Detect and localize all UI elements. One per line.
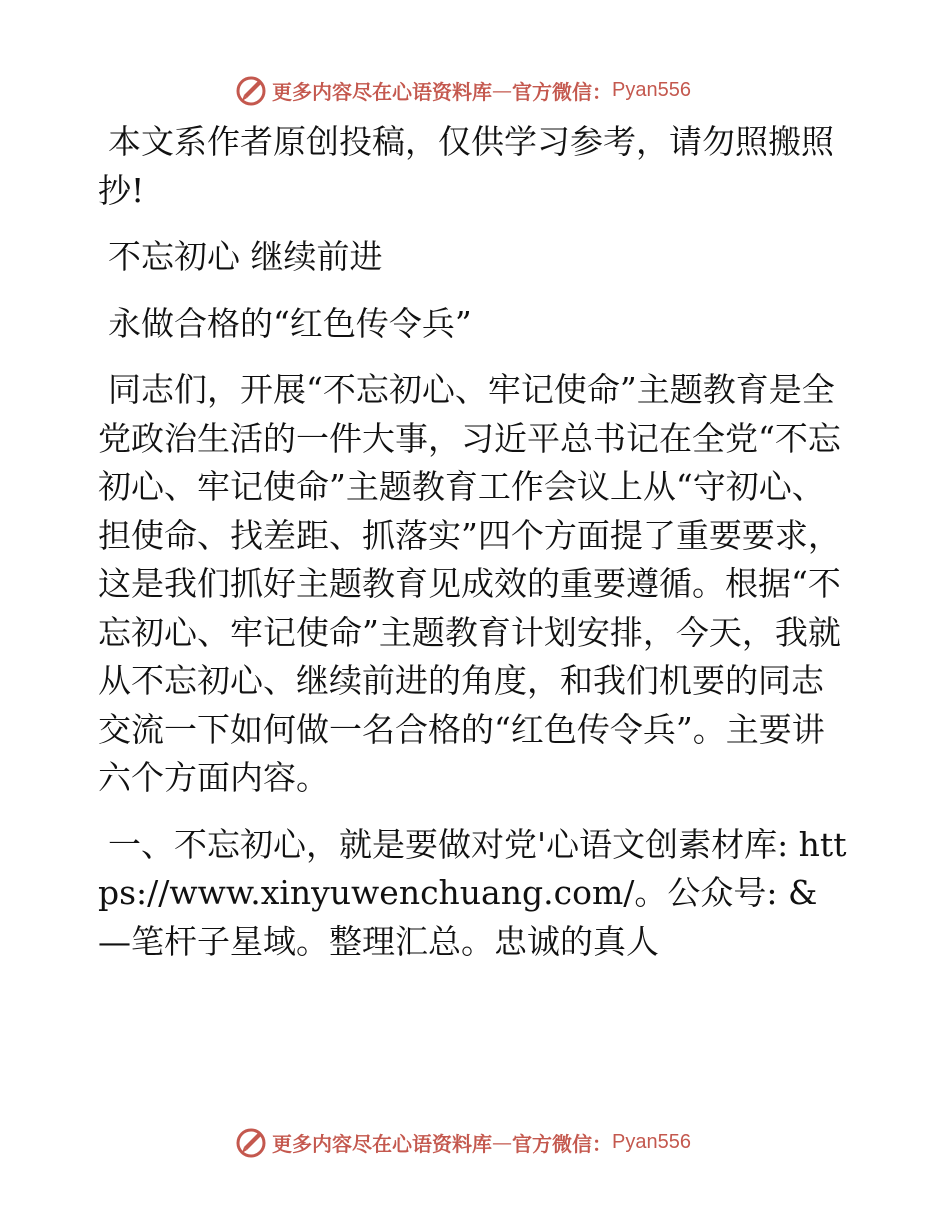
pen-logo-icon: [234, 1125, 268, 1159]
header-banner: [234, 70, 691, 110]
banner-wechat-id: Pyan556: [612, 78, 691, 101]
banner-wechat-label: 官方微信：: [512, 1131, 612, 1156]
banner-wechat-id: Pyan556: [612, 1130, 691, 1153]
banner-separator: —: [492, 78, 512, 102]
document-subtitle: 永做合格的“红色传令兵”: [108, 303, 472, 343]
banner-brand: 更多内容尽在心语资料库: [272, 1131, 492, 1156]
footer-banner: [234, 1122, 691, 1162]
document-title: 不忘初心 继续前进: [108, 237, 383, 276]
document-body: [98, 118, 850, 984]
pen-logo-icon: [234, 73, 268, 107]
banner-wechat-label: 官方微信：: [512, 79, 612, 104]
section-heading-paragraph: 一、不忘初心，就是要做对党'心语文创素材库: https://www.xinyuwenchuang.com/。公众号: &—笔杆子星域。整理汇总。忠诚的真人: [98, 824, 847, 961]
banner-brand: 更多内容尽在心语资料库: [272, 79, 492, 104]
body-paragraph: 同志们，开展“不忘初心、牢记使命”主题教育是全党政治生活的一件大事，习近平总书记在全党“不忘初心、牢记使命”主题教育工作会议上从“守初心、担使命、找差距、抓落实”四个方面提了重要要求，这是我们抓好主题教育见成效的重要遵循。根据“不忘初心、牢记使命”主题教育计划安排，今天，我就从不忘初心、继续前进的角度，和我们机要的同志交流一下如何做一名合格的“红色传令兵”。主要讲六个方面内容。: [98, 370, 841, 797]
banner-separator: —: [492, 1130, 512, 1154]
disclaimer-paragraph: 本文系作者原创投稿，仅供学习参考，请勿照搬照抄!: [98, 122, 834, 210]
